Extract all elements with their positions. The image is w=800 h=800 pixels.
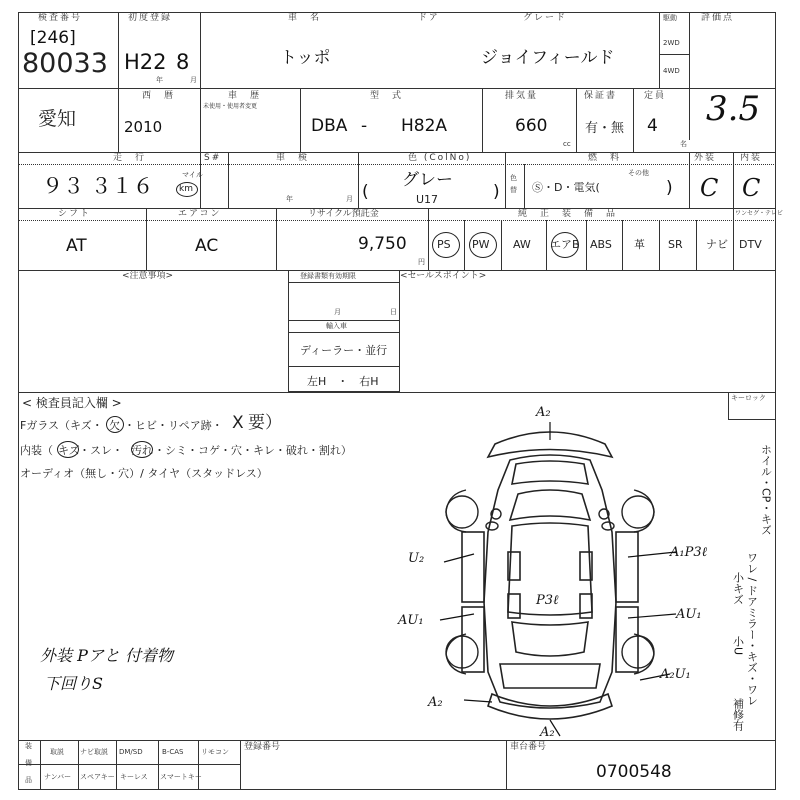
reg-no-label: 登録番号 bbox=[244, 742, 281, 752]
score-label: 評価点 bbox=[701, 13, 735, 23]
capacity-label: 定員 bbox=[644, 91, 667, 101]
import-handle: 左H ・ 右H bbox=[307, 375, 379, 388]
chassis-number: 0700548 bbox=[596, 762, 672, 782]
color-code: U17 bbox=[416, 193, 439, 206]
equip-sunroof: SR bbox=[668, 238, 683, 251]
history-label: 車 歴 bbox=[228, 91, 262, 101]
model-code: H82A bbox=[401, 116, 448, 136]
first-reg-label: 初度登録 bbox=[128, 13, 173, 23]
footer-dm-sd: DM/SD bbox=[119, 748, 143, 756]
mileage-unit-km: km bbox=[179, 184, 193, 194]
displacement: 660 bbox=[515, 116, 548, 136]
note-right-rear: AU₁ bbox=[676, 607, 702, 622]
legend-wheel: ホイル・CP・キズ bbox=[759, 444, 773, 536]
lot-number: 80033 bbox=[22, 48, 108, 79]
color-paren-close: ) bbox=[493, 182, 500, 202]
color-paren-open: ( bbox=[362, 182, 369, 202]
inspector-title: < 検査員記入欄 > bbox=[22, 396, 122, 410]
reg-month: 月 bbox=[334, 308, 341, 316]
auction-sheet bbox=[18, 12, 783, 790]
equip-dtv: DTV bbox=[739, 238, 762, 251]
fuel-other: その他 bbox=[628, 169, 649, 177]
displacement-label: 排気量 bbox=[505, 91, 539, 101]
mileage: ９３ ３１６ bbox=[42, 174, 154, 198]
inspection-year: 年 bbox=[286, 195, 293, 203]
shift-value: AT bbox=[66, 236, 87, 256]
footer-smart-key: スマートキー bbox=[160, 773, 202, 781]
grade-value: ジョイフィールド bbox=[481, 48, 615, 68]
interior-mid-1: ・スレ・ bbox=[79, 444, 123, 457]
drive-2wd: 2WD bbox=[663, 39, 680, 47]
score-value: 3.5 bbox=[706, 89, 761, 129]
drive-label: 駆動 bbox=[663, 14, 677, 22]
sales-label: <セールスポイント> bbox=[400, 271, 487, 281]
model-prefix: DBA bbox=[311, 116, 348, 136]
drive-4wd: 4WD bbox=[663, 67, 680, 75]
inspection-label: 車 検 bbox=[276, 153, 310, 163]
fuel-label: 燃 料 bbox=[588, 153, 622, 163]
import-label: 輸入車 bbox=[326, 322, 347, 330]
capacity-unit: 名 bbox=[680, 140, 687, 148]
footer-bcas: B-CAS bbox=[162, 748, 184, 756]
handwritten-note-2: 下回りS bbox=[44, 674, 103, 693]
equip-abs: ABS bbox=[590, 238, 612, 251]
first-reg-month: 8 bbox=[176, 50, 190, 74]
inspection-no-label: 検査番号 bbox=[38, 13, 83, 23]
capacity: 4 bbox=[647, 116, 658, 136]
reg-valid-label: 登録書類有効期限 bbox=[300, 272, 356, 280]
note-rear: A₂ bbox=[540, 725, 555, 740]
model-year-label: 西 暦 bbox=[142, 91, 176, 101]
footer-remote: リモコン bbox=[201, 748, 229, 756]
legend-small-scratch: 小キズ bbox=[731, 572, 745, 605]
glass-line: Fガラス（キズ・ bbox=[20, 419, 103, 432]
glass-req: 要） bbox=[248, 413, 282, 433]
equip-airbag: エアB bbox=[550, 238, 580, 251]
region: 愛知 bbox=[38, 108, 77, 130]
audio-tire-line: オーディオ（無し・穴）/ タイヤ（スタッドレス） bbox=[20, 467, 268, 480]
car-name: トッポ bbox=[280, 48, 331, 68]
footer-label-1: 装 bbox=[25, 742, 32, 750]
note-right-front: A₁P3ℓ bbox=[670, 545, 708, 560]
equip-ps: PS bbox=[437, 238, 451, 251]
mileage-label: 走 行 bbox=[113, 153, 147, 163]
warranty-value: 有・無 bbox=[585, 121, 625, 136]
glass-circled: 欠 bbox=[109, 419, 120, 432]
handwritten-note-1: 外装 Pアと 付着物 bbox=[40, 646, 173, 665]
equip-navi: ナビ bbox=[706, 238, 728, 251]
ac-label: エアコン bbox=[178, 209, 222, 219]
equipment-label: 純 正 装 備 品 bbox=[518, 209, 618, 219]
shift-label: シフト bbox=[58, 209, 92, 219]
cc-unit: cc bbox=[563, 140, 571, 148]
legend-repaired: 補修有 bbox=[731, 698, 745, 731]
footer-plate: ナンバー bbox=[44, 773, 72, 781]
interior-grade: C bbox=[742, 174, 761, 202]
fuel-options: Ⓢ・D・電気( bbox=[532, 181, 600, 194]
keylock-label: キーロック bbox=[731, 394, 766, 402]
chassis-label: 車台番号 bbox=[510, 742, 547, 752]
interior-circled-dirt: 汚れ bbox=[131, 444, 153, 457]
sno-label: S# bbox=[204, 153, 222, 163]
note-rear-right: A₂U₁ bbox=[660, 667, 691, 682]
year-unit: 年 bbox=[156, 76, 163, 84]
note-roof: P3ℓ bbox=[536, 593, 559, 608]
fuel-close: ) bbox=[666, 178, 673, 198]
color-label: 色 (ColNo) bbox=[408, 153, 472, 163]
note-front: A₂ bbox=[536, 405, 551, 420]
equip-leather: 革 bbox=[634, 238, 645, 251]
interior-mid-2: ・シミ・コゲ・穴・キレ・破れ・割れ） bbox=[154, 444, 352, 457]
interior-label: 内装 bbox=[740, 153, 763, 163]
note-left-front: U₂ bbox=[408, 551, 425, 566]
model-dash: - bbox=[361, 116, 368, 136]
recycle-label: リサイクル預託金 bbox=[308, 209, 379, 219]
model-year: 2010 bbox=[124, 118, 163, 136]
ac-value: AC bbox=[195, 236, 219, 256]
footer-spare-key: スペアキー bbox=[80, 773, 115, 781]
note-left-rear: AU₁ bbox=[398, 613, 424, 628]
note-rear-left: A₂ bbox=[428, 695, 443, 710]
warranty-label: 保証書 bbox=[584, 91, 618, 101]
exterior-label: 外装 bbox=[694, 153, 717, 163]
notes-label: <注意事項> bbox=[122, 271, 174, 281]
recycle-unit: 円 bbox=[418, 258, 425, 266]
glass-mid: ・ヒビ・リペア跡・ bbox=[124, 419, 223, 432]
recycle-fee: 9,750 bbox=[358, 234, 407, 254]
history-note: 未使用・使用者変更 bbox=[203, 103, 258, 110]
inspection-month: 月 bbox=[346, 195, 353, 203]
car-name-label: 車 名 bbox=[288, 13, 322, 23]
car-damage-diagram bbox=[400, 402, 700, 740]
glass-x: X bbox=[232, 413, 244, 433]
equip-pw: PW bbox=[472, 238, 490, 251]
first-reg-era: H22 bbox=[124, 50, 167, 74]
footer-keyless: キーレス bbox=[120, 773, 148, 781]
exterior-grade: C bbox=[700, 174, 719, 202]
legend-small-u: 小U bbox=[731, 636, 745, 656]
legend-mirror: ワレ / ドアミラー・キズ・ワレ bbox=[745, 552, 759, 706]
footer-label-2: 備 bbox=[25, 759, 32, 767]
mileage-unit-mile: マイル bbox=[182, 171, 203, 179]
color-value: グレー bbox=[402, 170, 453, 190]
grade-label: グレード bbox=[523, 13, 568, 23]
door-label: ドア bbox=[418, 13, 440, 23]
lot-bracket: [246] bbox=[30, 28, 76, 48]
equip-aw: AW bbox=[513, 238, 531, 251]
footer-label-3: 品 bbox=[25, 776, 32, 784]
model-label: 型 式 bbox=[370, 91, 404, 101]
footer-manual: 取説 bbox=[50, 748, 64, 756]
last-col-label: ワンセグ・テレビ bbox=[735, 210, 783, 217]
reg-import-box bbox=[288, 270, 400, 392]
interior-line: 内装（ bbox=[20, 444, 53, 457]
footer-navi-manual: ナビ取説 bbox=[80, 748, 108, 756]
month-unit: 月 bbox=[190, 76, 197, 84]
reg-day: 日 bbox=[390, 308, 397, 316]
interior-circled-scratch: キズ bbox=[58, 444, 80, 457]
import-dealer: ディーラー・並行 bbox=[300, 344, 388, 357]
color-change-label: 色替 bbox=[510, 174, 517, 194]
